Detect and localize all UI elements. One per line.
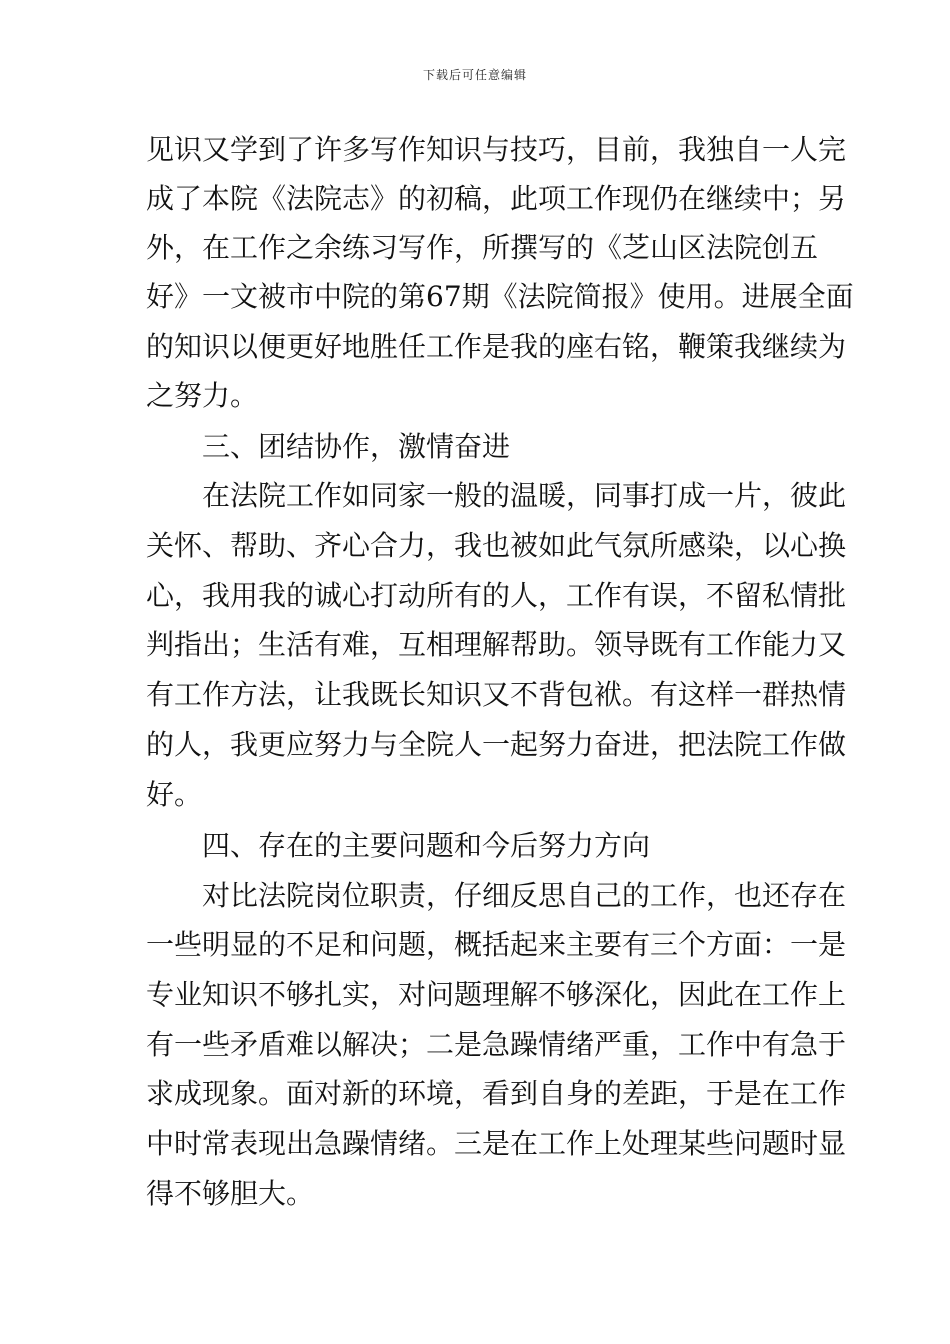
text-line: 有工作方法，让我既长知识又不背包袱。有这样一群热情 [146,678,847,711]
page-header-note: 下载后可任意编辑 [422,68,527,82]
text-line: 心，我用我的诚心打动所有的人，工作有误，不留私情批 [146,579,847,612]
text-line: 外，在工作之余练习写作，所撰写的《芝山区法院创五 [146,231,819,264]
text-line: 见识又学到了许多写作知识与技巧，目前，我独自一人完 [146,133,847,166]
section-heading: 四、存在的主要问题和今后努力方向 [146,829,651,862]
text-line: 关怀、帮助、齐心合力，我也被如此气氛所感染，以心换 [146,529,847,562]
text-line: 之努力。 [146,379,259,412]
text-line: 好》一文被市中院的第67期《法院简报》使用。进展全面 [146,280,854,313]
text-line: 的人，我更应努力与全院人一起努力奋进，把法院工作做 [146,728,847,761]
text-line: 求成现象。面对新的环境，看到自身的差距，于是在工作 [146,1077,847,1110]
text-line: 判指出；生活有难，互相理解帮助。领导既有工作能力又 [146,628,847,661]
text-line: 中时常表现出急躁情绪。三是在工作上处理某些问题时显 [146,1127,847,1160]
text-line: 专业知识不够扎实，对问题理解不够深化，因此在工作上 [146,978,847,1011]
text-line: 对比法院岗位职责，仔细反思自己的工作，也还存在 [146,879,847,912]
text-line: 好。 [146,778,203,811]
text-line: 一些明显的不足和问题，概括起来主要有三个方面：一是 [146,928,847,961]
text-line: 的知识以便更好地胜任工作是我的座右铭，鞭策我继续为 [146,330,847,363]
text-line: 有一些矛盾难以解决；二是急躁情绪严重，工作中有急于 [146,1028,847,1061]
text-line: 得不够胆大。 [146,1177,315,1210]
text-line: 在法院工作如同家一般的温暖，同事打成一片，彼此 [146,479,847,512]
text-line: 成了本院《法院志》的初稿，此项工作现仍在继续中；另 [146,182,847,215]
section-heading: 三、团结协作，激情奋进 [146,430,511,463]
